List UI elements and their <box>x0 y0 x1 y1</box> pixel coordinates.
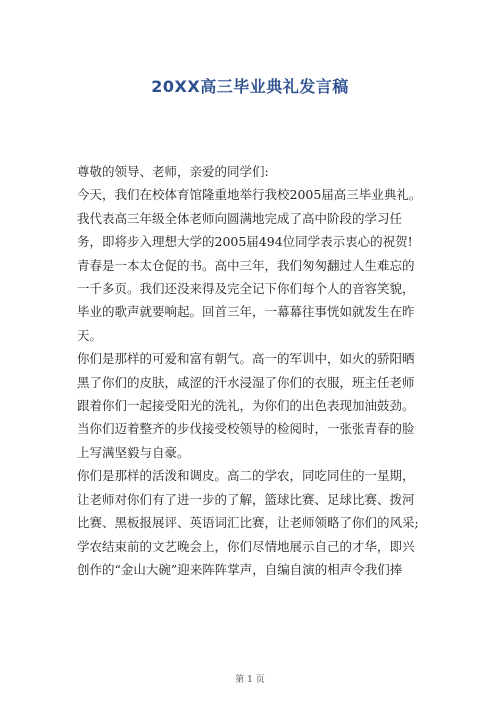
greeting-paragraph: 尊敬的领导、老师，亲爱的同学们: <box>77 164 269 179</box>
document-title: 20XX高三毕业典礼发言稿 <box>151 77 349 96</box>
page-number: 第 1 页 <box>235 675 265 685</box>
paragraph: 你们是那样的活泼和调皮。高二的学农，同吃同住的一星期，让老师对你们有了进一步的了解，篮球比赛、足球比赛、拨河比赛、黑板报展评、英语词汇比赛，让老师领略了你们的风采;学农结束前的文艺晚会上，你们尽情地展示自己的才华，即兴创作的“金山大碗”迎来阵阵掌声，自编自演的相声令我们捧 <box>77 468 419 577</box>
paragraph: 你们是那样的可爱和富有朝气。高一的军训中，如火的骄阳晒黑了你们的皮肤，咸涩的汗水浸湿了你们的衣服，班主任老师跟着你们一起接受阳光的洗礼，为你们的出色表现加油鼓劲。当你们迈着整齐的步伐接受校领导的检阅时，一张张青春的脸上写满坚毅与自豪。 <box>77 351 415 460</box>
paragraph: 青春是一本太仓促的书。高中三年，我们匆匆翻过人生难忘的一千多页。我们还没来得及完全记下你们每个人的音容笑貌，毕业的歌声就要响起。回首三年，一幕幕往事恍如就发生在昨天。 <box>77 257 415 343</box>
paragraph: 今天，我们在校体育馆隆重地举行我校2005届高三毕业典礼。我代表高三年级全体老师向圆满地完成了高中阶段的学习任务，即将步入理想大学的2005届494位同学表示衷心的祝贺! <box>77 187 422 250</box>
document-body <box>77 160 423 581</box>
